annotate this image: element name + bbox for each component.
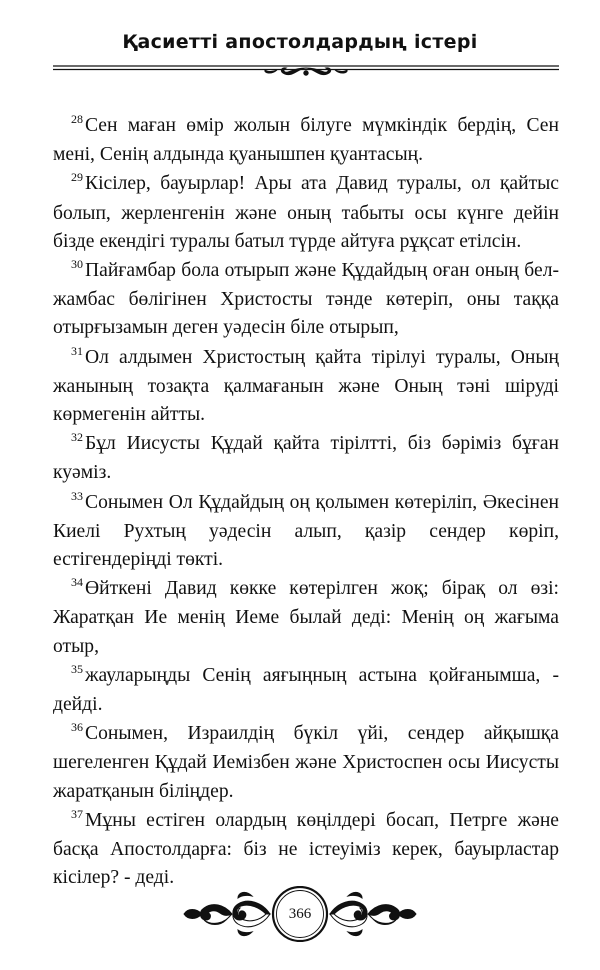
verse-number: 32 [71, 430, 83, 445]
verse-number: 31 [71, 343, 83, 358]
verse-number: 36 [71, 720, 83, 735]
page-number: 366 [288, 906, 312, 922]
verse-number: 29 [71, 170, 83, 185]
verse-text: Өйткені Давид көкке көтерілген жоқ; бірақ ол өзі: Жаратқан Ие менің Иеме былай деді: Менің оң жағыма отыр, [53, 578, 559, 657]
verse-number: 33 [71, 488, 83, 503]
scripture-text [53, 112, 559, 893]
verse-number: 34 [71, 575, 83, 590]
verse-30 [53, 257, 559, 343]
verse-text: Сонымен Ол Құдайдың оң қолымен көтеріліп, Әкесінен Киелі Рухтың уәдесін алып, қазір сендер көріп, естігендеріңді төкті. [53, 491, 559, 571]
verse-33 [53, 489, 559, 575]
verse-text: Кісілер, бауырлар! Ары ата Давид туралы, ол қайтыс болып, жерленгенін және оның табыты осы күнге дейін бізде екендігі туралы батыл түрде айтуға рұқсат етілсін. [53, 173, 559, 252]
verse-34 [53, 575, 559, 661]
verse-text: Пайғамбар бола отырып және Құдайдың оған оның бел-жамбас бөлігінен Христосты тәнде көтеріп, оны таққа отырғызамын деген уәдесін біле отырып, [53, 260, 559, 339]
running-header-title: Қасиетті апостолдардың істері [122, 31, 478, 53]
verse-35 [53, 662, 559, 719]
verse-31 [53, 344, 559, 430]
verse-number: 28 [71, 112, 83, 126]
verse-28 [53, 112, 559, 169]
verse-36 [53, 720, 559, 806]
verse-text: жауларыңды Сенің аяғыңның астына қойғанымша, - дейді. [53, 664, 559, 716]
verse-number: 37 [71, 806, 83, 821]
verse-number: 30 [71, 257, 83, 272]
verse-text: Бұл Иисусты Құдай қайта тірілтті, біз бәріміз бұған куәміз. [53, 433, 559, 484]
ornamental-divider-icon [53, 62, 559, 78]
verse-number: 35 [71, 661, 83, 676]
verse-text: Мұны естіген олардың көңілдері босап, Петрге және басқа Апостолдарға: біз не істеуіміз керек, бауырластар кісілер? - деді. [53, 809, 559, 889]
verse-text: Сен маған өмір жолын білуге мүмкіндік бердің, Сен мені, Сенің алдында қуанышпен қуантасың. [53, 115, 559, 166]
verse-text: Сонымен, Израилдің бүкіл үйі, сендер айқышқа шегеленген Құдай Иемізбен және Христоспен осы Иисусты жаратқанын біліңдер. [53, 723, 559, 802]
verse-37 [53, 807, 559, 893]
verse-29 [53, 170, 559, 256]
verse-text: Ол алдымен Христостың қайта тірілуі туралы, Оның жанының тозақта қалмағанын және Оның тәні шіруді көрмегенін айтты. [53, 346, 559, 426]
verse-32 [53, 430, 559, 487]
